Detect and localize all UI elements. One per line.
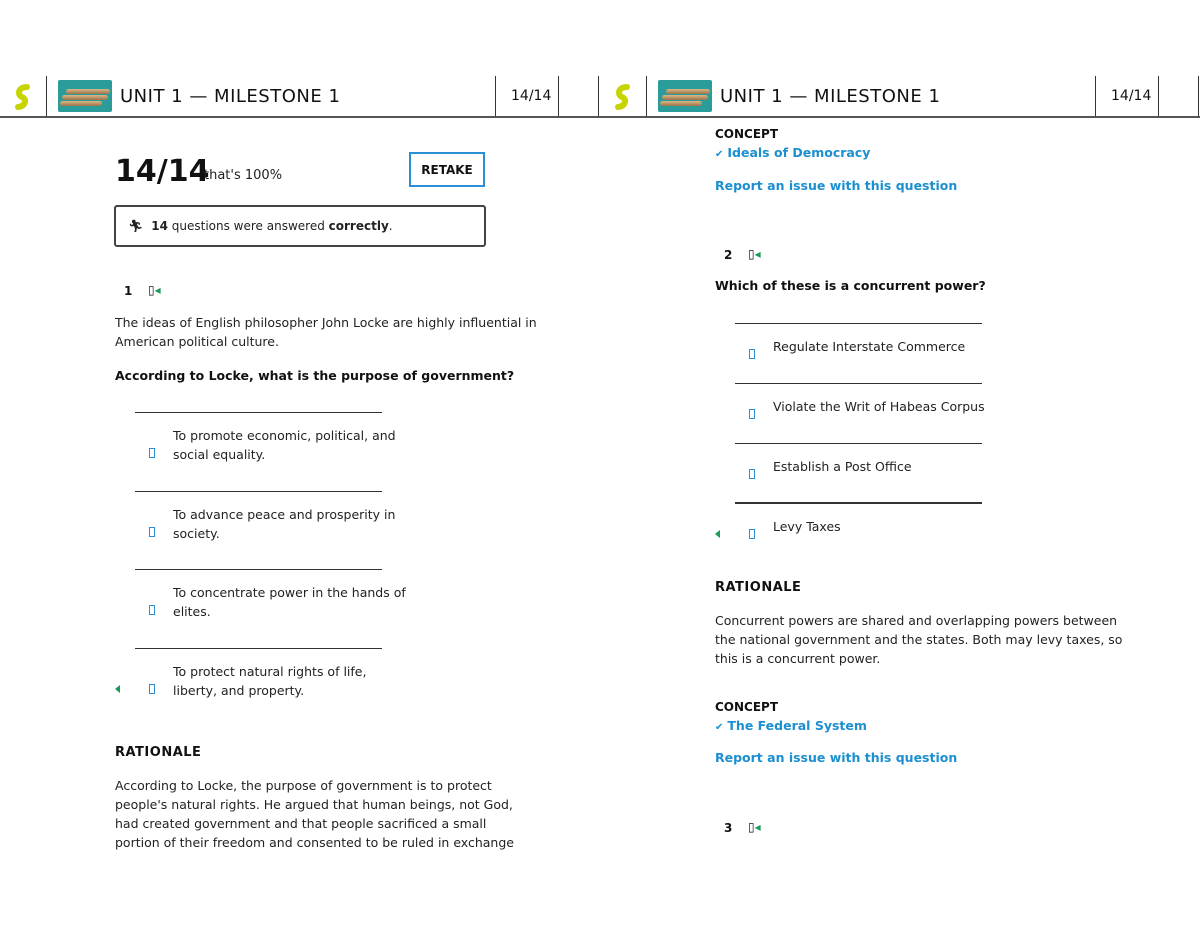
brand-s-icon[interactable] [612,84,634,110]
rationale-text: According to Locke, the purpose of government is to protect people's natural rights. He argued that human beings, not God, had created government and that people sacrificed a small portion of their freedom and consented to be ruled in exchange [115,778,514,850]
option-divider [735,443,982,444]
option-divider [135,412,382,413]
option-divider [735,323,982,324]
correct-audio-icon[interactable]: ▯◂ [148,283,161,297]
header-separator [646,76,647,116]
option-radio[interactable] [149,684,155,694]
option-divider [135,569,382,570]
correct-audio-icon[interactable]: ▯◂ [748,247,761,261]
option-radio[interactable] [149,448,155,458]
option-radio[interactable] [149,605,155,615]
selected-answer-marker [715,530,720,538]
concept-name: The Federal System [727,718,867,733]
rationale-text: Concurrent powers are shared and overlapping powers between the national government and the states. Both may levy taxes, so this is a concurrent power. [715,613,1123,666]
concept-name: Ideals of Democracy [727,145,871,160]
option-radio[interactable] [149,527,155,537]
question-prompt: The ideas of English philosopher John Locke are highly influential in American political culture. [115,315,537,349]
option-text[interactable]: Regulate Interstate Commerce [773,339,966,354]
total-score: 14/14 [115,154,210,189]
option-text[interactable]: Violate the Writ of Habeas Corpus [773,399,985,414]
header-separator [495,76,496,116]
unit-title: UNIT 1 — MILESTONE 1 [720,86,941,107]
question-text: Which of these is a concurrent power? [715,278,986,293]
concept-label: CONCEPT [715,700,779,714]
retake-button[interactable]: RETAKE [409,152,485,187]
brand-s-icon[interactable] [12,84,34,110]
header-separator [46,76,47,116]
header-separator [1158,76,1159,116]
option-radio[interactable] [749,349,755,359]
summary-end: . [388,219,393,233]
concept-link[interactable] [715,718,867,733]
header-separator [598,76,599,116]
header-divider [0,116,1200,118]
concept-link[interactable] [715,145,870,160]
correct-audio-icon[interactable]: ▯◂ [748,820,761,834]
rationale-heading: RATIONALE [115,745,202,760]
header-separator [1095,76,1096,116]
header-score: 14/14 [511,88,552,104]
option-text[interactable]: To promote economic, political, and social equality. [173,428,396,462]
rationale-heading: RATIONALE [715,580,802,595]
option-text[interactable]: To concentrate power in the hands of elites. [173,585,406,619]
selected-answer-marker [115,685,120,693]
report-issue-link[interactable]: Report an issue with this question [715,178,958,193]
option-text[interactable]: To protect natural rights of life, liberty, and property. [173,664,367,698]
header-separator [1198,76,1199,116]
unit-title: UNIT 1 — MILESTONE 1 [120,86,341,107]
report-issue-link[interactable]: Report an issue with this question [715,750,958,765]
summary-text: questions were answered [171,219,325,233]
question-number: 3 [724,821,733,835]
option-radio[interactable] [749,409,755,419]
concept-label: CONCEPT [715,127,779,141]
option-divider [735,383,982,384]
question-number: 1 [124,284,133,298]
option-divider [735,502,982,504]
correct-count: 14 [151,219,168,233]
score-percent: that's 100% [204,168,283,183]
option-text[interactable]: Establish a Post Office [773,459,912,474]
runner-icon: 🏃︎ [128,219,144,233]
header-score: 14/14 [1111,88,1152,104]
option-text[interactable]: Levy Taxes [773,519,841,534]
question-text: According to Locke, what is the purpose of government? [115,368,515,383]
check-icon: ✔ [715,149,724,160]
unit-thumbnail [658,80,712,112]
option-divider [135,491,382,492]
summary-emph: correctly [328,219,389,233]
question-number: 2 [724,248,733,262]
header-separator [558,76,559,116]
option-radio[interactable] [749,529,755,539]
option-text[interactable]: To advance peace and prosperity in society. [173,507,396,541]
option-radio[interactable] [749,469,755,479]
option-divider [135,648,382,649]
check-icon: ✔ [715,722,724,733]
results-summary [114,205,486,247]
unit-thumbnail [58,80,112,112]
